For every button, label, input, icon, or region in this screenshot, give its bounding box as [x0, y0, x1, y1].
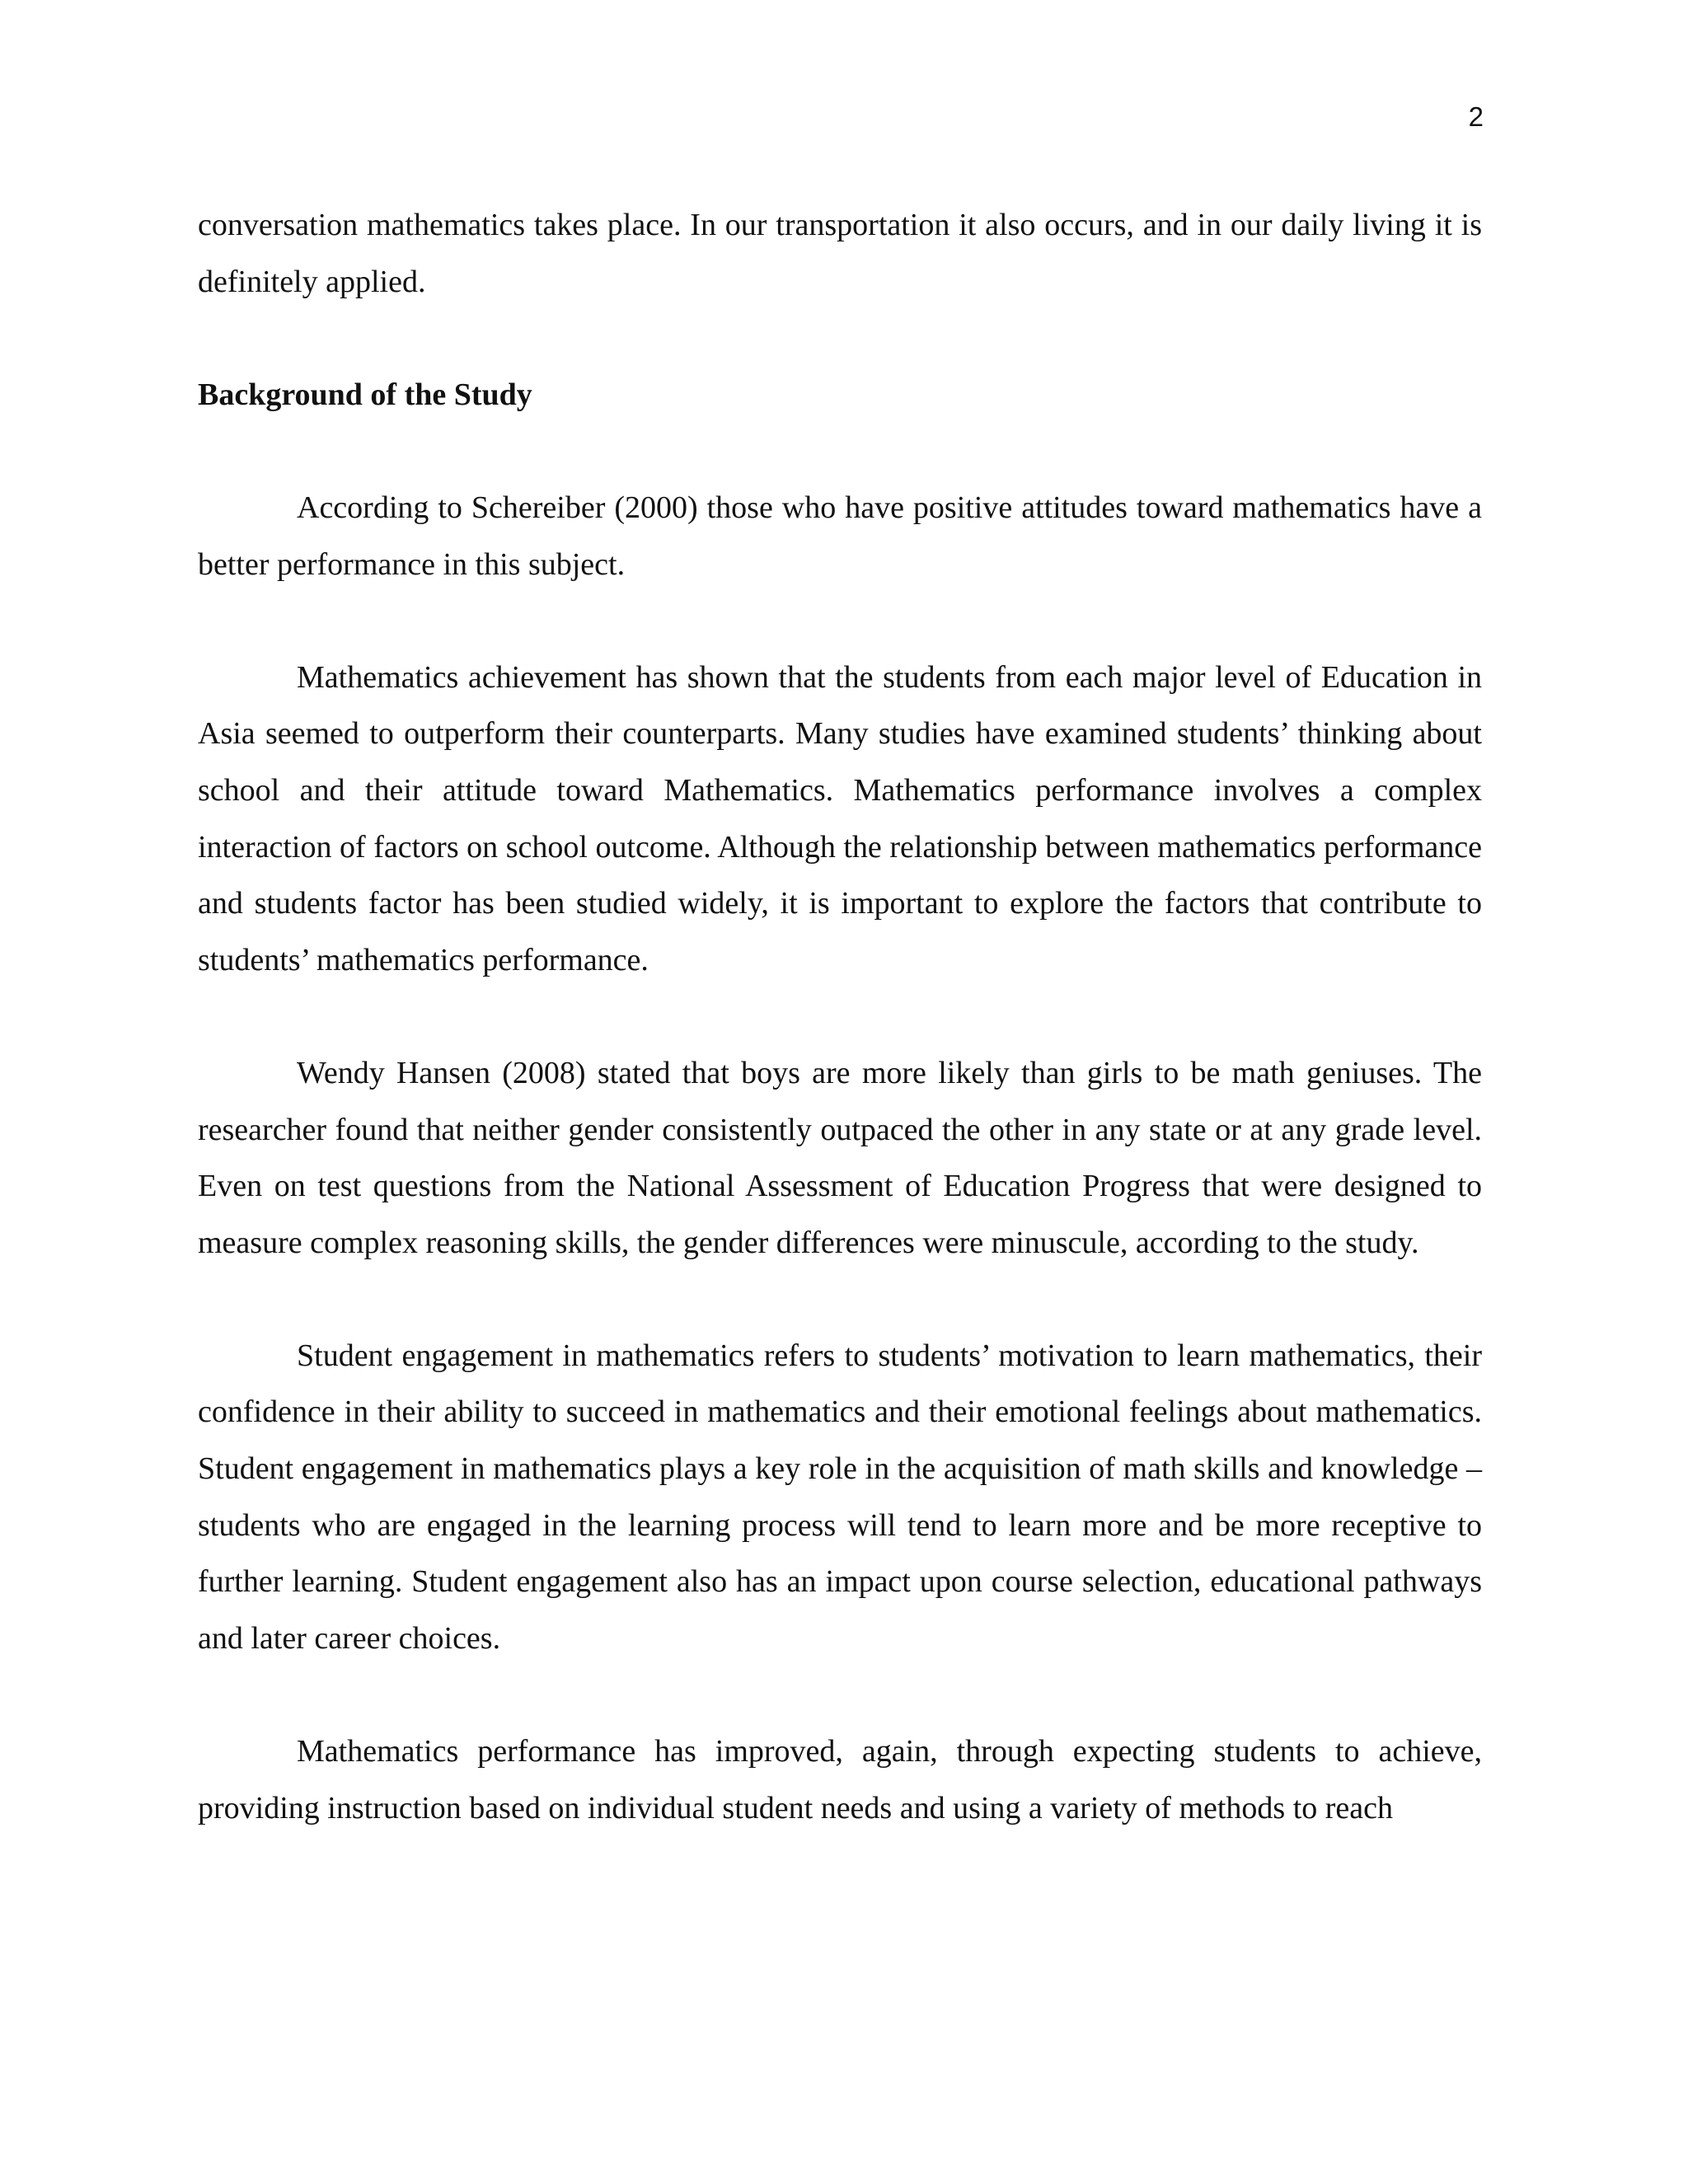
continuation-paragraph: conversation mathematics takes place. In our transportation it also occurs, and in our daily living it is definitely applied. — [198, 208, 1482, 299]
body-paragraph: Student engagement in mathematics refers to students’ motivation to learn mathematics, their confidence in their ability to succeed in mathematics and their emotional feelings about mathematics. Student engagement in mathematics plays a key role in the acquisition of math skills and knowledge – students who are engaged in the learning process will tend to learn more and be more receptive to further learning. Student engagement also has an impact upon course selection, educational pathways and later career choices. — [198, 1338, 1482, 1656]
body-paragraph: Mathematics performance has improved, again, through expecting students to achieve, providing instruction based on individual student needs and using a variety of methods to reach — [198, 1734, 1482, 1825]
section-heading: Background of the Study — [198, 377, 532, 412]
page-number: 2 — [1468, 101, 1484, 132]
body-paragraph: Mathematics achievement has shown that the students from each major level of Education in Asia seemed to outperform their counterparts. Many studies have examined students’ thinking about school and their attitude toward Mathematics. Mathematics performance involves a complex interaction of factors on school outcome. Although the relationship between mathematics performance and students factor has been studied widely, it is important to explore the factors that contribute to students’ mathematics performance. — [198, 659, 1482, 977]
body-paragraph: According to Schereiber (2000) those who have positive attitudes toward mathematics have a better performance in this subject. — [198, 490, 1482, 582]
document-body — [198, 197, 1482, 1836]
body-paragraph: Wendy Hansen (2008) stated that boys are more likely than girls to be math geniuses. The researcher found that neither gender consistently outpaced the other in any state or at any grade level. Even on test questions from the National Assessment of Education Progress that were designed to measure complex reasoning skills, the gender differences were minuscule, according to the study. — [198, 1055, 1482, 1260]
